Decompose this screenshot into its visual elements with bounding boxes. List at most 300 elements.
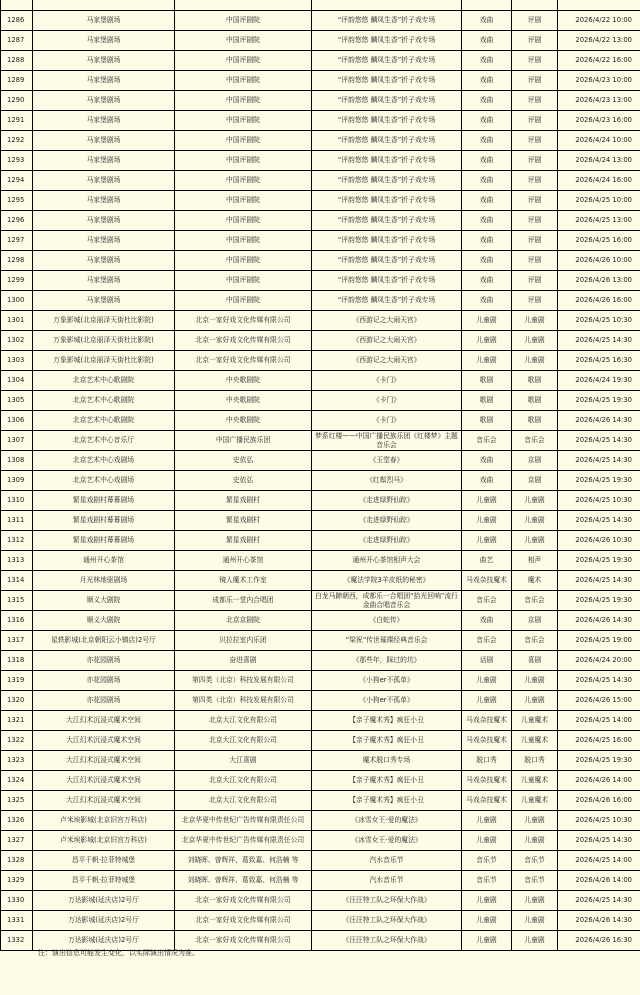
show-title-cell: 《那些年，踩过的坑》: [312, 651, 462, 671]
venue-cell: 马家堡剧场: [33, 51, 175, 71]
venue-cell: 马家堡剧场: [33, 291, 175, 311]
venue-cell: 顺义大剧院: [33, 591, 175, 611]
showtime-cell: 2026/4/25 14:30: [558, 511, 640, 531]
showtime-cell: 2026/4/25 19:30: [558, 591, 640, 611]
showtime-cell: 2026/4/26 13:00: [558, 271, 640, 291]
category-cell: 戏曲: [462, 271, 512, 291]
showtime-cell: 2026/4/25 14:00: [558, 711, 640, 731]
row-number: 1292: [1, 131, 33, 151]
showtime-cell: 2026/4/25 10:30: [558, 491, 640, 511]
category-cell: 马戏杂技魔术: [462, 571, 512, 591]
row-number: 1288: [1, 51, 33, 71]
showtime-cell: 2026/4/26 10:30: [558, 531, 640, 551]
showtime-cell: 2026/4/23 13:00: [558, 91, 640, 111]
table-row: [1, 391, 640, 411]
show-title-cell: “评韵悠悠 麟凤生香”折子戏专场: [312, 191, 462, 211]
show-title-cell: 《小狗er不孤单》: [312, 671, 462, 691]
show-title-cell: “评韵悠悠 麟凤生香”折子戏专场: [312, 91, 462, 111]
showtime-cell: 2026/4/22 16:00: [558, 51, 640, 71]
genre-cell: 儿童剧: [512, 911, 558, 931]
venue-cell: 马家堡剧场: [33, 191, 175, 211]
row-number: 1320: [1, 691, 33, 711]
row-number: 1302: [1, 331, 33, 351]
row-number: 1319: [1, 671, 33, 691]
showtime-cell: 2026/4/25 10:30: [558, 311, 640, 331]
row-number: 1294: [1, 171, 33, 191]
venue-cell: 卢米埃影城(北京旧宫万科店): [33, 811, 175, 831]
genre-cell: 相声: [512, 551, 558, 571]
organizer-cell: 通州开心茶馆: [175, 551, 312, 571]
venue-cell: 亦花园剧场: [33, 671, 175, 691]
table-row: [1, 491, 640, 511]
category-cell: 戏曲: [462, 151, 512, 171]
genre-cell: 评剧: [512, 171, 558, 191]
organizer-cell: 中国评剧院: [175, 31, 312, 51]
venue-cell: 马家堡剧场: [33, 151, 175, 171]
category-cell: 话剧: [462, 651, 512, 671]
venue-cell: 万象影城(北京丽泽天街杜比影院): [33, 331, 175, 351]
show-title-cell: 【亲子魔术秀】疯狂小丑: [312, 791, 462, 811]
showtime-cell: 2026/4/24 10:00: [558, 131, 640, 151]
genre-cell: 音乐节: [512, 851, 558, 871]
table-row: [1, 571, 640, 591]
venue-cell: 北京艺术中心戏剧场: [33, 451, 175, 471]
table-row: [1, 91, 640, 111]
genre-cell: 儿童魔术: [512, 711, 558, 731]
row-number: 1316: [1, 611, 33, 631]
show-title-cell: 汽水音乐节: [312, 871, 462, 891]
category-cell: 儿童剧: [462, 511, 512, 531]
genre-cell: 儿童剧: [512, 351, 558, 371]
row-number: 1328: [1, 851, 33, 871]
showtime-cell: 2026/4/24 20:00: [558, 651, 640, 671]
showtime-cell: 2026/4/24 16:00: [558, 171, 640, 191]
organizer-cell: 中国评剧院: [175, 111, 312, 131]
genre-cell: 评剧: [512, 91, 558, 111]
organizer-cell: 北京大江文化有限公司: [175, 791, 312, 811]
row-number: 1307: [1, 431, 33, 451]
show-title-cell: 白龙马蹄朝西，成都乐一合唱团“拾光回响”流行金曲合唱音乐会: [312, 591, 462, 611]
venue-cell: 亦花园剧场: [33, 691, 175, 711]
table-row: [1, 351, 640, 371]
table-row: [1, 51, 640, 71]
organizer-cell: 中国评剧院: [175, 251, 312, 271]
category-cell: 马戏杂技魔术: [462, 791, 512, 811]
row-number: 1297: [1, 231, 33, 251]
organizer-cell: 中国评剧院: [175, 191, 312, 211]
genre-cell: 音乐会: [512, 631, 558, 651]
category-cell: 戏曲: [462, 211, 512, 231]
organizer-cell: 中央歌剧院: [175, 391, 312, 411]
venue-cell: 昌平千帆·拉菲特城堡: [33, 871, 175, 891]
showtime-cell: 2026/4/25 14:30: [558, 891, 640, 911]
table-row: [1, 671, 640, 691]
row-number: 1295: [1, 191, 33, 211]
organizer-cell: 中国广播民族乐团: [175, 431, 312, 451]
showtime-cell: 2026/4/25 19:30: [558, 391, 640, 411]
table-row: [1, 191, 640, 211]
table-row: [1, 31, 640, 51]
showtime-cell: 2026/4/25 19:30: [558, 471, 640, 491]
table-row: [1, 271, 640, 291]
venue-cell: 马家堡剧场: [33, 31, 175, 51]
organizer-cell: 中国评剧院: [175, 51, 312, 71]
organizer-cell: 北京大江文化有限公司: [175, 771, 312, 791]
table-row: [1, 171, 640, 191]
row-number: 1293: [1, 151, 33, 171]
row-number: 1329: [1, 871, 33, 891]
organizer-cell: 北京一家好戏文化传媒有限公司: [175, 891, 312, 911]
genre-cell: 评剧: [512, 111, 558, 131]
genre-cell: 儿童剧: [512, 891, 558, 911]
category-cell: 曲艺: [462, 551, 512, 571]
organizer-cell: 中央歌剧院: [175, 411, 312, 431]
showtime-cell: 2026/4/23 16:00: [558, 111, 640, 131]
category-cell: 戏曲: [462, 291, 512, 311]
organizer-cell: 中国评剧院: [175, 231, 312, 251]
table-row: [1, 11, 640, 31]
organizer-cell: 镜人魔术工作室: [175, 571, 312, 591]
showtime-cell: 2026/4/25 14:30: [558, 431, 640, 451]
organizer-cell: 史依弘: [175, 471, 312, 491]
show-title-cell: 《汪汪特工队之环保大作战》: [312, 911, 462, 931]
show-title-cell: 《卡门》: [312, 391, 462, 411]
table-row: [1, 331, 640, 351]
category-cell: 儿童剧: [462, 491, 512, 511]
table-row: [1, 911, 640, 931]
show-title-cell: “评韵悠悠 麟凤生香”折子戏专场: [312, 211, 462, 231]
organizer-cell: 中国评剧院: [175, 271, 312, 291]
category-cell: 戏曲: [462, 191, 512, 211]
venue-cell: 马家堡剧场: [33, 131, 175, 151]
showtime-cell: 2026/4/25 14:30: [558, 831, 640, 851]
genre-cell: 音乐会: [512, 431, 558, 451]
row-number: 1313: [1, 551, 33, 571]
category-cell: 儿童剧: [462, 331, 512, 351]
genre-cell: 儿童剧: [512, 811, 558, 831]
category-cell: 戏曲: [462, 471, 512, 491]
venue-cell: 北京艺术中心歌剧院: [33, 391, 175, 411]
row-number: 1308: [1, 451, 33, 471]
category-cell: 歌剧: [462, 371, 512, 391]
show-title-cell: 魔术脱口秀专场: [312, 751, 462, 771]
show-title-cell: 《走进绿野仙踪》: [312, 491, 462, 511]
showtime-cell: 2026/4/26 15:00: [558, 691, 640, 711]
showtime-cell: 2026/4/25 19:00: [558, 631, 640, 651]
genre-cell: 评剧: [512, 231, 558, 251]
category-cell: 戏曲: [462, 51, 512, 71]
organizer-cell: 北京京剧院: [175, 611, 312, 631]
genre-cell: 歌剧: [512, 391, 558, 411]
genre-cell: 评剧: [512, 211, 558, 231]
venue-cell: 顺义大剧院: [33, 611, 175, 631]
organizer-cell: 北京华夏中传世纪广告传媒有限责任公司: [175, 811, 312, 831]
category-cell: 音乐会: [462, 431, 512, 451]
genre-cell: 儿童魔术: [512, 731, 558, 751]
row-number: 1309: [1, 471, 33, 491]
category-cell: 戏曲: [462, 231, 512, 251]
genre-cell: 歌剧: [512, 371, 558, 391]
venue-cell: 万象影城(北京丽泽天街杜比影院): [33, 311, 175, 331]
category-cell: 儿童剧: [462, 831, 512, 851]
row-number: 1315: [1, 591, 33, 611]
organizer-cell: 中国评剧院: [175, 151, 312, 171]
genre-cell: 京剧: [512, 471, 558, 491]
showtime-cell: 2026/4/24 19:30: [558, 371, 640, 391]
table-row: [1, 511, 640, 531]
show-title-cell: 梦系红楼——中国广播民族乐团《红楼梦》主题音乐会: [312, 431, 462, 451]
genre-cell: 京剧: [512, 451, 558, 471]
showtime-cell: 2026/4/22 10:00: [558, 11, 640, 31]
organizer-cell: 中国评剧院: [175, 291, 312, 311]
genre-cell: 儿童魔术: [512, 791, 558, 811]
venue-cell: 万达影城(延庆店)2号厅: [33, 891, 175, 911]
table-row: [1, 111, 640, 131]
genre-cell: 儿童剧: [512, 831, 558, 851]
category-cell: 歌剧: [462, 411, 512, 431]
table-row: [1, 691, 640, 711]
category-cell: 戏曲: [462, 611, 512, 631]
organizer-cell: 北京华夏中传世纪广告传媒有限责任公司: [175, 831, 312, 851]
organizer-cell: 大江喜剧: [175, 751, 312, 771]
row-number: 1286: [1, 11, 33, 31]
table-row: [1, 411, 640, 431]
showtime-cell: 2026/4/26 14:00: [558, 871, 640, 891]
row-number: 1296: [1, 211, 33, 231]
showtime-cell: 2026/4/25 16:30: [558, 351, 640, 371]
show-title-cell: “评韵悠悠 麟凤生香”折子戏专场: [312, 271, 462, 291]
category-cell: 戏曲: [462, 91, 512, 111]
genre-cell: 评剧: [512, 191, 558, 211]
showtime-cell: 2026/4/25 16:00: [558, 231, 640, 251]
venue-cell: 马家堡剧场: [33, 71, 175, 91]
table-row: [1, 831, 640, 851]
venue-cell: 马家堡剧场: [33, 91, 175, 111]
showtime-cell: 2026/4/25 19:30: [558, 751, 640, 771]
showtime-cell: 2026/4/25 19:30: [558, 551, 640, 571]
row-number: 1291: [1, 111, 33, 131]
organizer-cell: 中国评剧院: [175, 131, 312, 151]
genre-cell: 评剧: [512, 271, 558, 291]
table-row: [1, 871, 640, 891]
organizer-cell: 北京一家好戏文化传媒有限公司: [175, 911, 312, 931]
category-cell: 戏曲: [462, 71, 512, 91]
genre-cell: 儿童剧: [512, 931, 558, 951]
table-row: [1, 731, 640, 751]
organizer-cell: 北京大江文化有限公司: [175, 731, 312, 751]
organizer-cell: 史依弘: [175, 451, 312, 471]
venue-cell: 繁星戏剧村幕幕剧场: [33, 531, 175, 551]
show-title-cell: “评韵悠悠 麟凤生香”折子戏专场: [312, 71, 462, 91]
category-cell: 儿童剧: [462, 891, 512, 911]
category-cell: 戏曲: [462, 11, 512, 31]
genre-cell: 儿童魔术: [512, 771, 558, 791]
organizer-cell: 繁星戏剧村: [175, 511, 312, 531]
venue-cell: 马家堡剧场: [33, 251, 175, 271]
venue-cell: 大江幻术沉浸式魔术空间: [33, 731, 175, 751]
row-number: 1332: [1, 931, 33, 951]
category-cell: 戏曲: [462, 131, 512, 151]
showtime-cell: 2026/4/26 16:00: [558, 291, 640, 311]
row-number: 1287: [1, 31, 33, 51]
venue-cell: 繁星戏剧村幕幕剧场: [33, 511, 175, 531]
show-title-cell: 《玉堂春》: [312, 451, 462, 471]
category-cell: 戏曲: [462, 251, 512, 271]
table-row: [1, 651, 640, 671]
show-title-cell: 《走进绿野仙踪》: [312, 511, 462, 531]
venue-cell: 北京艺术中心歌剧院: [33, 371, 175, 391]
row-number: 1318: [1, 651, 33, 671]
venue-cell: 亦花园剧场: [33, 651, 175, 671]
show-title-cell: 《西游记之大闹天宫》: [312, 311, 462, 331]
venue-cell: 大江幻术沉浸式魔术空间: [33, 791, 175, 811]
genre-cell: 京剧: [512, 611, 558, 631]
category-cell: 歌剧: [462, 391, 512, 411]
row-number: 1301: [1, 311, 33, 331]
row-number: 1312: [1, 531, 33, 551]
category-cell: 戏曲: [462, 31, 512, 51]
row-number: 1306: [1, 411, 33, 431]
showtime-cell: 2026/4/25 14:00: [558, 851, 640, 871]
genre-cell: 音乐节: [512, 871, 558, 891]
row-number: 1305: [1, 391, 33, 411]
show-title-cell: 《卡门》: [312, 411, 462, 431]
show-title-cell: “评韵悠悠 麟凤生香”折子戏专场: [312, 251, 462, 271]
table-row: [1, 371, 640, 391]
show-title-cell: 《冰雪女王-爱的魔法》: [312, 831, 462, 851]
category-cell: 脱口秀: [462, 751, 512, 771]
organizer-cell: 北京一家好戏文化传媒有限公司: [175, 331, 312, 351]
category-cell: 儿童剧: [462, 671, 512, 691]
table-row: [1, 531, 640, 551]
venue-cell: 马家堡剧场: [33, 231, 175, 251]
table-row: [1, 211, 640, 231]
show-title-cell: 《小狗er不孤单》: [312, 691, 462, 711]
showtime-cell: 2026/4/25 14:30: [558, 671, 640, 691]
venue-cell: 月光林地驱剧场: [33, 571, 175, 591]
venue-cell: 万象影城(北京丽泽天街杜比影院): [33, 351, 175, 371]
table-row-partial: [1, 0, 640, 11]
showtime-cell: 2026/4/26 14:30: [558, 611, 640, 631]
organizer-cell: 北京一家好戏文化传媒有限公司: [175, 351, 312, 371]
table-row: [1, 591, 640, 611]
venue-cell: 北京艺术中心音乐厅: [33, 431, 175, 451]
table-row: [1, 611, 640, 631]
category-cell: 戏曲: [462, 171, 512, 191]
table-row: [1, 851, 640, 871]
showtime-cell: 2026/4/26 16:30: [558, 931, 640, 951]
row-number: 1317: [1, 631, 33, 651]
genre-cell: 评剧: [512, 131, 558, 151]
organizer-cell: 刘晓晖、曾辉祥、葛致嘉、何浩楠 等: [175, 871, 312, 891]
genre-cell: 评剧: [512, 251, 558, 271]
row-number: 1298: [1, 251, 33, 271]
category-cell: 马戏杂技魔术: [462, 771, 512, 791]
row-number: 1331: [1, 911, 33, 931]
category-cell: 音乐会: [462, 631, 512, 651]
showtime-cell: 2026/4/26 10:00: [558, 251, 640, 271]
row-number: 1326: [1, 811, 33, 831]
genre-cell: 儿童剧: [512, 531, 558, 551]
venue-cell: 马家堡剧场: [33, 111, 175, 131]
genre-cell: 喜剧: [512, 651, 558, 671]
showtime-cell: 2026/4/26 14:30: [558, 911, 640, 931]
category-cell: 音乐节: [462, 871, 512, 891]
category-cell: 马戏杂技魔术: [462, 711, 512, 731]
venue-cell: 马家堡剧场: [33, 171, 175, 191]
row-number: 1311: [1, 511, 33, 531]
category-cell: 儿童剧: [462, 911, 512, 931]
show-title-cell: “评韵悠悠 麟凤生香”折子戏专场: [312, 231, 462, 251]
show-title-cell: “评韵悠悠 麟凤生香”折子戏专场: [312, 131, 462, 151]
showtime-cell: 2026/4/25 16:00: [558, 731, 640, 751]
showtime-cell: 2026/4/26 14:30: [558, 411, 640, 431]
genre-cell: 评剧: [512, 151, 558, 171]
venue-cell: 北京艺术中心戏剧场: [33, 471, 175, 491]
category-cell: 儿童剧: [462, 531, 512, 551]
table-row: [1, 751, 640, 771]
venue-cell: 大江幻术沉浸式魔术空间: [33, 711, 175, 731]
showtime-cell: 2026/4/25 10:30: [558, 811, 640, 831]
row-number: 1325: [1, 791, 33, 811]
table-row: [1, 551, 640, 571]
organizer-cell: 中国评剧院: [175, 171, 312, 191]
genre-cell: 儿童剧: [512, 491, 558, 511]
category-cell: 儿童剧: [462, 811, 512, 831]
venue-cell: 马家堡剧场: [33, 11, 175, 31]
footnote: 注：演出信息可能发生变化，以实际演出情况为准。: [38, 949, 199, 957]
showtime-cell: 2026/4/25 10:00: [558, 191, 640, 211]
show-title-cell: 《红鬃烈马》: [312, 471, 462, 491]
category-cell: 儿童剧: [462, 931, 512, 951]
genre-cell: 儿童剧: [512, 691, 558, 711]
table-row: [1, 251, 640, 271]
show-title-cell: “评韵悠悠 麟凤生香”折子戏专场: [312, 111, 462, 131]
venue-cell: 万达影城(延庆店)2号厅: [33, 931, 175, 951]
genre-cell: 魔术: [512, 571, 558, 591]
organizer-cell: 北京一家好戏文化传媒有限公司: [175, 311, 312, 331]
genre-cell: 儿童剧: [512, 511, 558, 531]
table-row: [1, 771, 640, 791]
venue-cell: 昌平千帆·拉菲特城堡: [33, 851, 175, 871]
organizer-cell: 中央歌剧院: [175, 371, 312, 391]
show-title-cell: 【亲子魔术秀】疯狂小丑: [312, 731, 462, 751]
table-row: [1, 791, 640, 811]
show-title-cell: 《汪汪特工队之环保大作战》: [312, 891, 462, 911]
genre-cell: 儿童剧: [512, 311, 558, 331]
row-number: 1321: [1, 711, 33, 731]
row-number: 1327: [1, 831, 33, 851]
row-number: 1303: [1, 351, 33, 371]
showtime-cell: 2026/4/25 14:30: [558, 451, 640, 471]
show-title-cell: 《西游记之大闹天宫》: [312, 331, 462, 351]
venue-cell: 通州开心茶馆: [33, 551, 175, 571]
table-row: [1, 631, 640, 651]
venue-cell: 卢米埃影城(北京旧宫万科店): [33, 831, 175, 851]
show-title-cell: “评韵悠悠 麟凤生香”折子戏专场: [312, 11, 462, 31]
venue-cell: 繁星戏剧村幕幕剧场: [33, 491, 175, 511]
category-cell: 戏曲: [462, 451, 512, 471]
row-number: 1324: [1, 771, 33, 791]
row-number: 1304: [1, 371, 33, 391]
show-title-cell: “梁祝”传世璀璨经典音乐会: [312, 631, 462, 651]
organizer-cell: 贝拉拉室内乐团: [175, 631, 312, 651]
table-row: [1, 431, 640, 451]
show-title-cell: 《卡门》: [312, 371, 462, 391]
showtime-cell: 2026/4/25 13:00: [558, 211, 640, 231]
showtime-cell: 2026/4/24 13:00: [558, 151, 640, 171]
showtime-cell: 2026/4/26 14:00: [558, 771, 640, 791]
